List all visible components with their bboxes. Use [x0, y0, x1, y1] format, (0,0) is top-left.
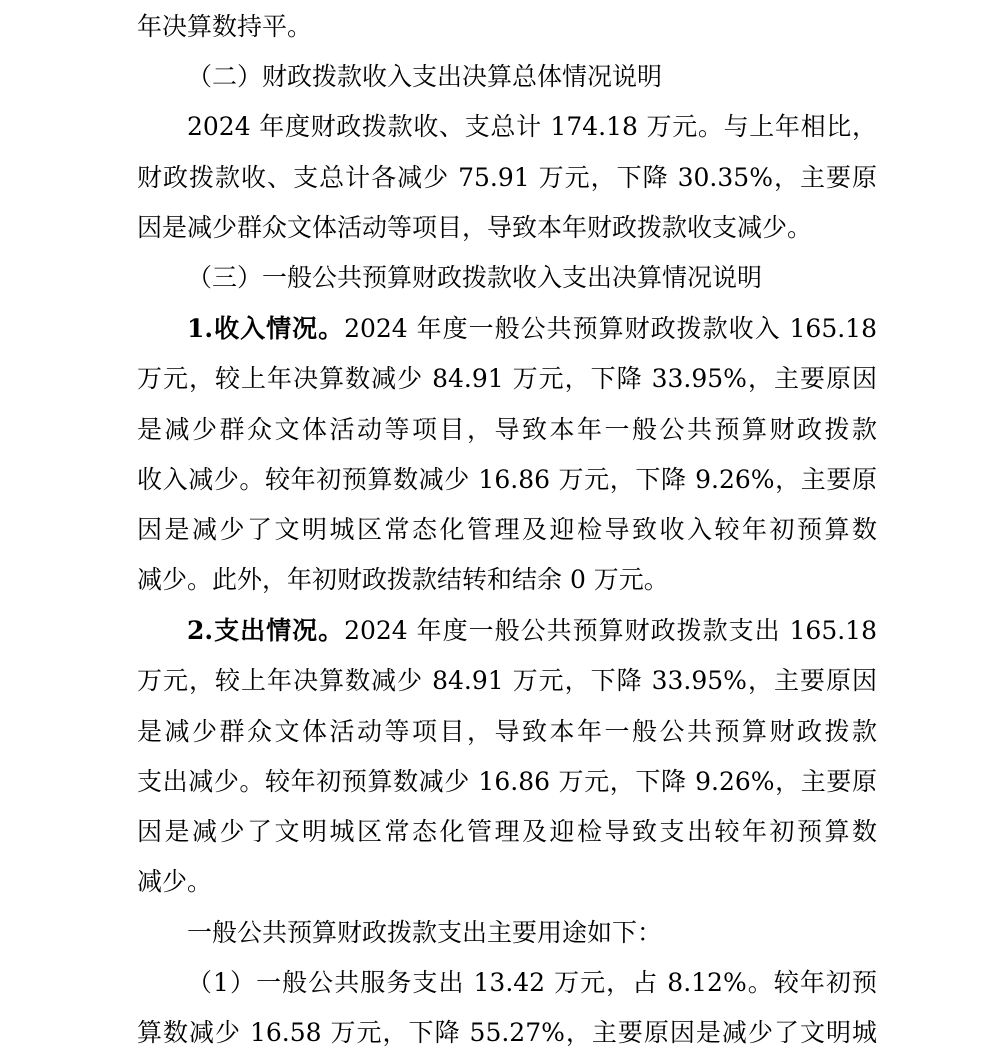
subheading-income: 1.收入情况。 — [187, 314, 345, 343]
text-line: 年决算数持平。 — [137, 12, 313, 41]
text-line: 万元，较上年决算数减少 84.91 万元，下降 33.95%，主要原因 — [137, 364, 877, 393]
text-line: （1）一般公共服务支出 13.42 万元，占 8.12%。较年初预 — [187, 968, 877, 997]
text-line: 是减少群众文体活动等项目，导致本年一般公共预算财政拨款 — [137, 415, 877, 444]
section-heading: （二）财政拨款收入支出决算总体情况说明 — [187, 62, 663, 91]
section-heading: （三）一般公共预算财政拨款收入支出决算情况说明 — [187, 263, 763, 292]
text-line: 收入减少。较年初预算数减少 16.86 万元，下降 9.26%，主要原 — [137, 465, 877, 494]
text-line — [187, 304, 877, 354]
text-line: 算数减少 16.58 万元，下降 55.27%，主要原因是减少了文明城 — [137, 1018, 877, 1047]
text-line — [187, 606, 877, 656]
text-span: 2024 年度一般公共预算财政拨款收入 165.18 — [344, 314, 877, 343]
text-line: 减少。 — [137, 867, 213, 896]
text-line: 支出减少。较年初预算数减少 16.86 万元，下降 9.26%，主要原 — [137, 767, 877, 796]
text-line: 是减少群众文体活动等项目，导致本年一般公共预算财政拨款 — [137, 717, 877, 746]
text-line: 减少。此外，年初财政拨款结转和结余 0 万元。 — [137, 565, 669, 594]
text-line: 因是减少群众文体活动等项目，导致本年财政拨款收支减少。 — [137, 213, 813, 242]
subheading-expense: 2.支出情况。 — [187, 616, 345, 645]
text-line: 万元，较上年决算数减少 84.91 万元，下降 33.95%，主要原因 — [137, 666, 877, 695]
text-line: 2024 年度财政拨款收、支总计 174.18 万元。与上年相比， — [187, 112, 877, 141]
text-span: 2024 年度一般公共预算财政拨款支出 165.18 — [344, 616, 877, 645]
text-line: 一般公共预算财政拨款支出主要用途如下： — [187, 918, 663, 947]
text-line: 因是减少了文明城区常态化管理及迎检导致支出较年初预算数 — [137, 817, 877, 846]
text-line: 财政拨款收、支总计各减少 75.91 万元，下降 30.35%，主要原 — [137, 163, 877, 192]
text-line: 因是减少了文明城区常态化管理及迎检导致收入较年初预算数 — [137, 515, 877, 544]
